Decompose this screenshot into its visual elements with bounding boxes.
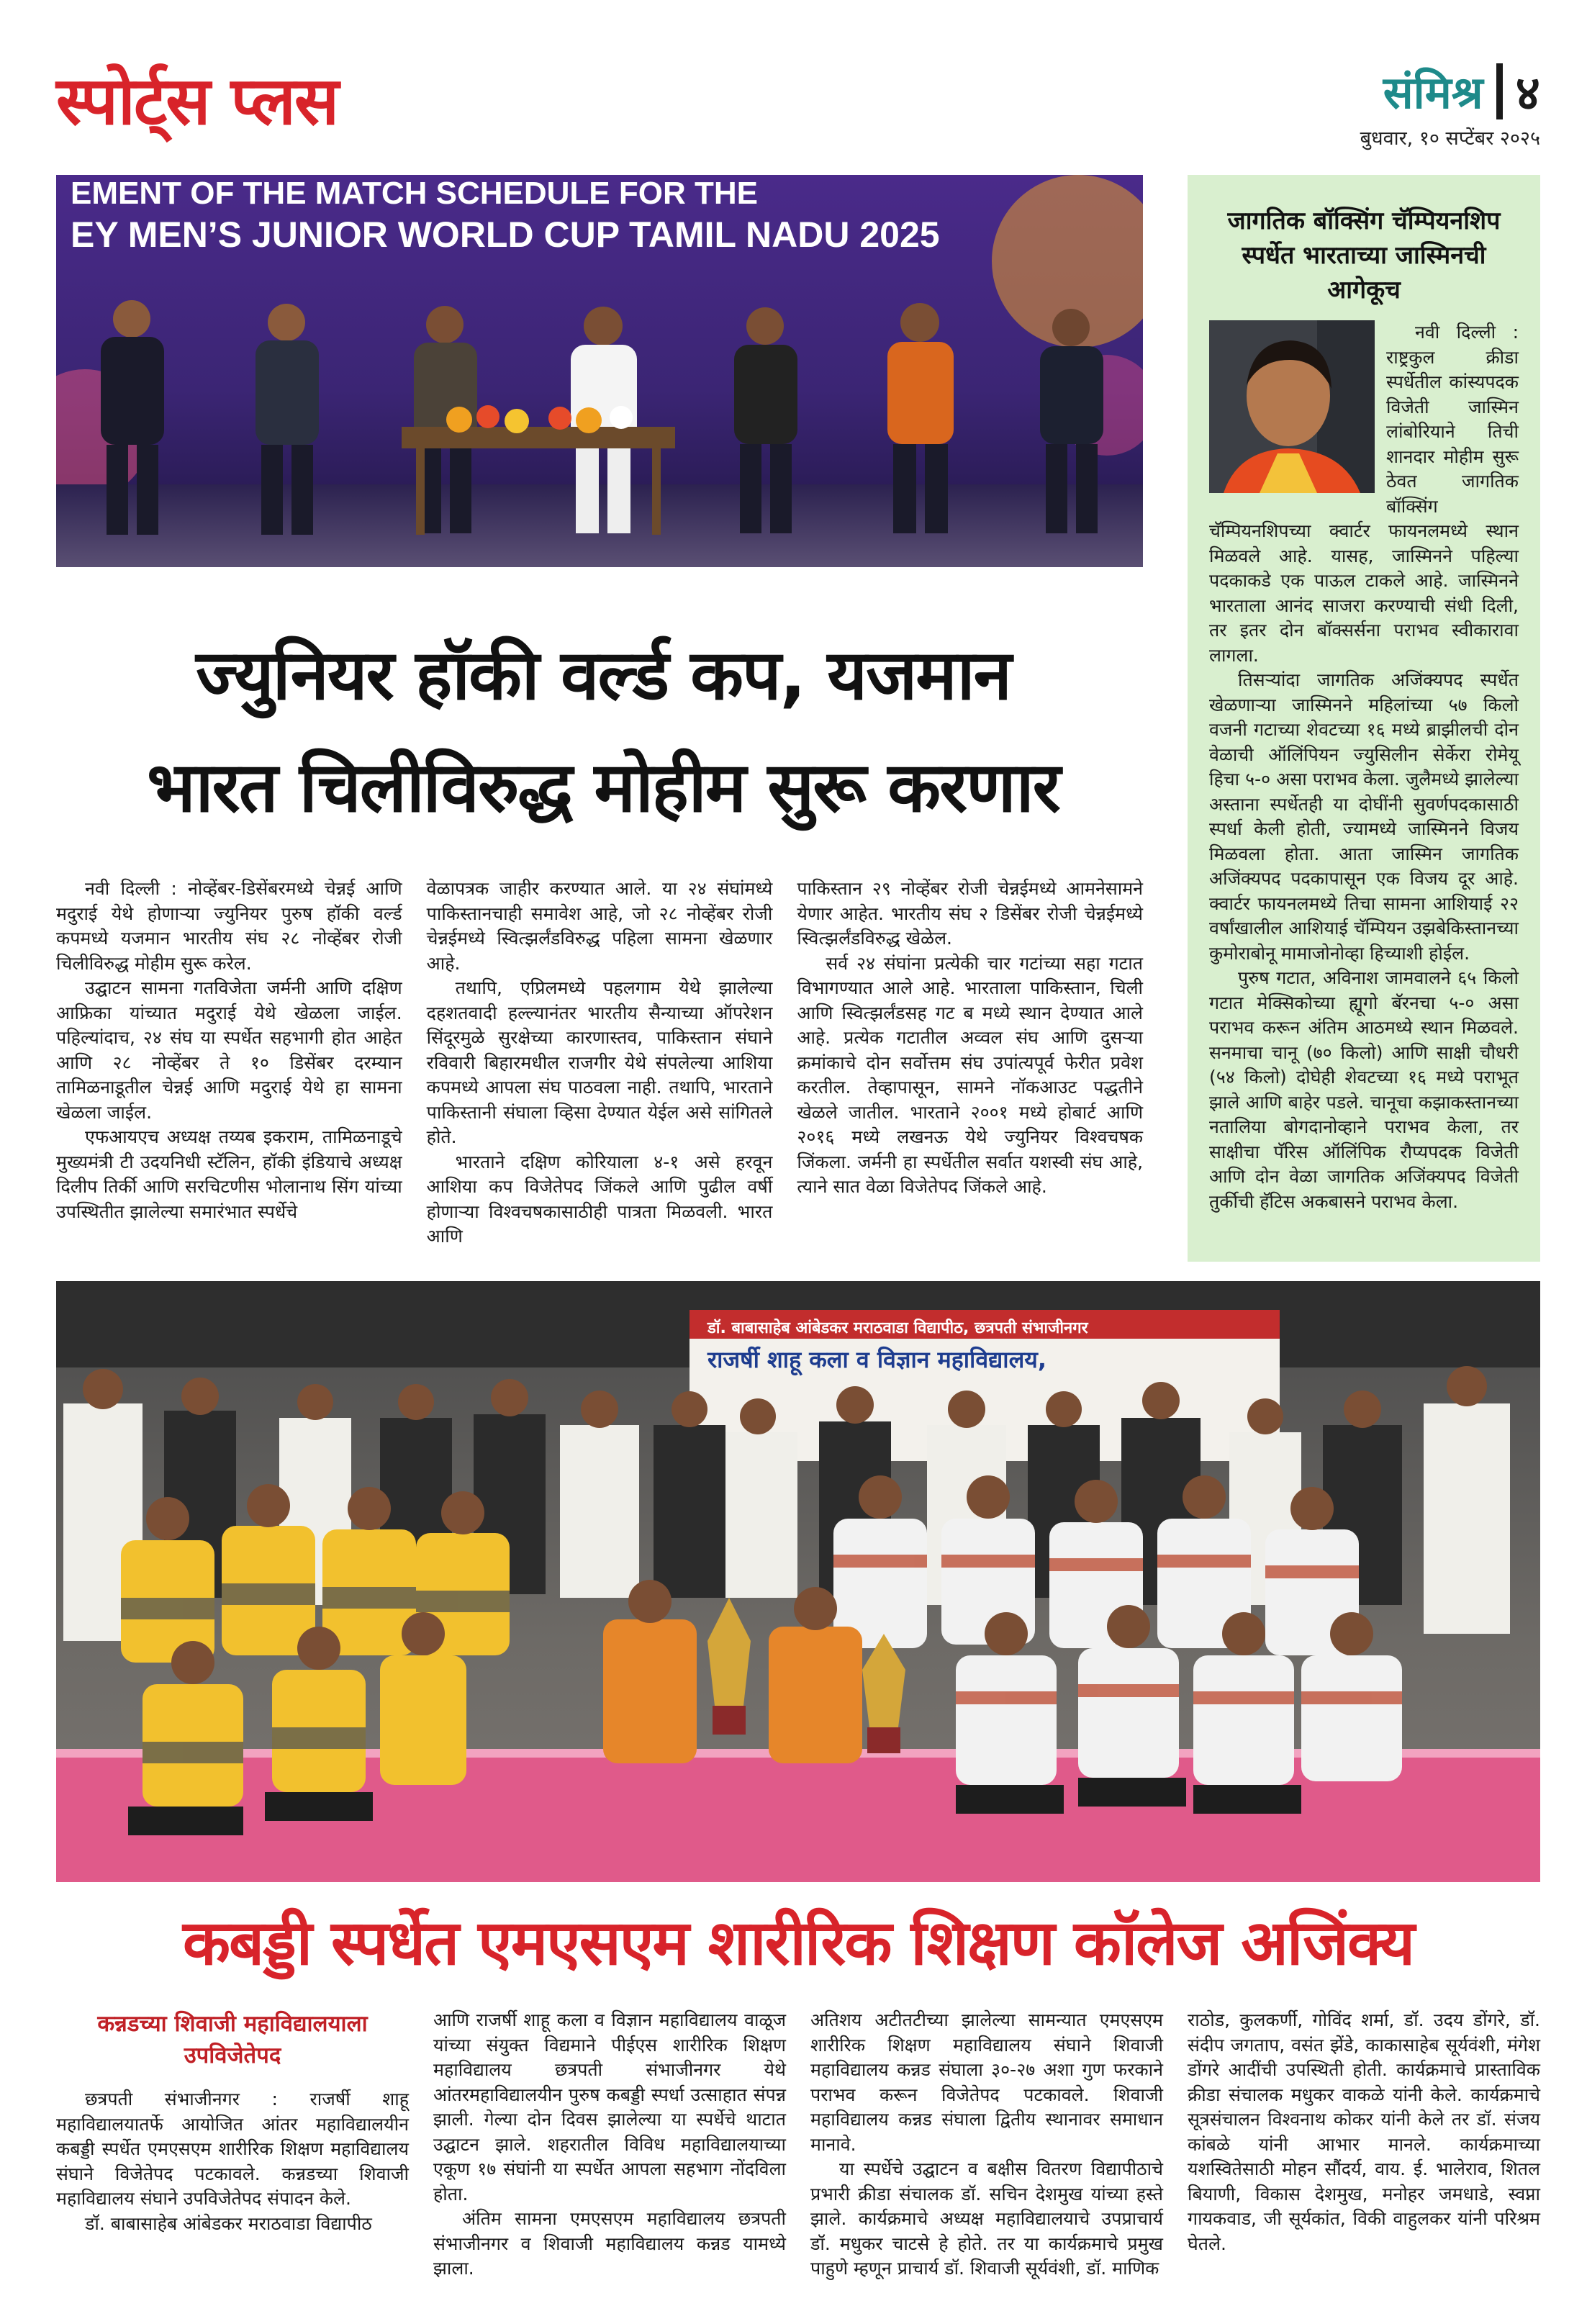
kabaddi-headline: कबड्डी स्पर्धेत एमएसएम शारीरिक शिक्षण कॉलेज अजिंक्य [183,1907,1414,1979]
section-header [1267,59,1540,124]
hockey-headline-line-2: भारत चिलीविरुद्ध मोहीम सुरू करणार [147,747,1059,828]
hockey-paragraph: पाकिस्तान २९ नोव्हेंबर रोजी चेन्नईमध्ये आमनेसामने येणार आहेत. भारतीय संघ २ डिसेंबर रोजी चेन्नईमध्ये स्वित्झर्लंडविरुद्ध खेळेल. [797,878,1144,949]
kabaddi-banner-line-1: डॉ. बाबासाहेब आंबेडकर मराठवाडा विद्यापीठ, छत्रपती संभाजीनगर [707,1319,1088,1337]
kabaddi-article [56,2008,1540,2310]
kabaddi-column-1 [56,2008,409,2310]
kabaddi-subhead: कन्नडच्या शिवाजी महाविद्यालयाला उपविजेतेपद [97,2011,368,2068]
kabaddi-column-2 [433,2008,786,2310]
banner-line-1: EMENT OF THE MATCH SCHEDULE FOR THE [71,176,758,211]
boxer-portrait [1209,320,1375,493]
kabaddi-column-3 [810,2008,1163,2310]
hockey-paragraph: वेळापत्रक जाहीर करण्यात आले. या २४ संघांमध्ये पाकिस्तानचाही समावेश आहे, जो २८ नोव्हेंबर रोजी चेन्नईमध्ये स्वित्झर्लंडविरुद्ध पहिला सामना खेळणार आहे. [426,878,773,974]
hockey-headline-line-1: ज्युनियर हॉकी वर्ल्ड कप, यजमान [196,635,1010,715]
kabaddi-paragraph: छत्रपती संभाजीनगर : राजर्षी शाहू महाविद्यालयातर्फे आयोजित आंतर महाविद्यालयीन कबड्डी स्पर्धेत एमएसएम शारीरिक शिक्षण महाविद्यालय संघाने विजेतेपद पटकावले. कन्नडच्या शिवाजी महाविद्यालय संघाने उपविजेतेपद संपादन केले. [56,2089,409,2209]
banner-line-2: EY MEN’S JUNIOR WORLD CUP TAMIL NADU 2025 [71,214,940,255]
boxing-sidebar [1188,175,1540,1262]
kabaddi-paragraph: अतिशय अटीतटीच्या झालेल्या सामन्यात एमएसएम शारीरिक शिक्षण महाविद्यालय संघाने शिवाजी महाविद्यालय कन्नड संघाला ३०-२७ अशा गुण फरकाने पराभव करून विजेतेपद पटकावले. शिवाजी महाविद्यालय कन्नड संघाला द्वितीय स्थानावर समाधान मानावे. [810,2009,1163,2155]
hockey-paragraph: सर्व २४ संघांना प्रत्येकी चार गटांच्या सहा गटात विभागण्यात आले आहे. भारताला पाकिस्तान, चिली आणि स्वित्झर्लंडसह गट ब मध्ये स्थान देण्यात आले आहे. प्रत्येक गटातील अव्वल संघ आणि दुसऱ्या क्रमांकाचे दोन सर्वोत्तम संघ उपांत्यपूर्व फेरीत प्रवेश करतील. तेव्हापासून, सामने नॉकआउट पद्धतीने खेळले जातील. भारताने २००१ मध्ये होबार्ट आणि २०१६ मध्ये लखनऊ येथे ज्युनियर विश्वचषक जिंकला. जर्मनी हा स्पर्धेतील सर्वात यशस्वी संघ आहे, त्याने सात वेळा विजेतेपद जिंकले आहे. [797,952,1144,1197]
hockey-paragraph: एफआयएच अध्यक्ष तय्यब इकराम, तामिळनाडूचे मुख्यमंत्री टी उदयनिधी स्टॅलिन, हॉकी इंडियाचे अध्यक्ष दिलीप तिर्की आणि सरचिटणीस भोलानाथ सिंग यांच्या उपस्थितीत झालेल्या समारंभात स्पर्धेचे [56,1126,402,1222]
newspaper-title: स्पोर्ट्स प्लस [56,62,338,140]
kabaddi-paragraph: राठोड, कुलकर्णी, गोविंद शर्मा, डॉ. उदय डोंगरे, डॉ. संदीप जगताप, वसंत झेंडे, काकासाहेब सूर्यवंशी, मंगेश डोंगरे आदींची उपस्थिती होती. कार्यक्रमाचे प्रास्ताविक क्रीडा संचालक मधुकर वाकळे यांनी केले. कार्यक्रमाचे सूत्रसंचालन विश्वनाथ कोकर यांनी केले तर डॉ. संजय कांबळे यांनी आभार मानले. कार्यक्रमाच्या यशस्वितेसाठी मोहन सौंदर्य, वाय. ई. भालेराव, शितल बियाणी, विकास देशमुख, मनोहर जमधाडे, स्वप्ना गायकवाड, जी सूर्यकांत, विकी वाहुलकर यांनी परिश्रम घेतले. [1188,2009,1540,2254]
boxing-paragraph: नवी दिल्ली : राष्ट्रकुल क्रीडा स्पर्धेतील कांस्यपदक विजेती जास्मिन लांबोरियाने तिची शानदार मोहीम सुरू ठेवत जागतिक बॉक्सिंग चॅम्पियनशिपच्या क्वार्टर फायनलमध्ये स्थान मिळवले आहे. यासह, जास्मिनने पहिल्या पदकाकडे एक पाऊल टाकले आहे. जास्मिनने भारताला आनंद साजरा करण्याची संधी दिली, तर इतर दोन बॉक्सर्सना पराभव स्वीकारावा लागला. [1209,322,1519,666]
hockey-column-3 [797,877,1143,1258]
hockey-paragraph: तथापि, एप्रिलमध्ये पहलगाम येथे झालेल्या दहशतवादी हल्ल्यानंतर भारतीय सैन्याच्या ऑपरेशन सिंदूरमुळे सुरक्षेच्या कारणास्तव, पाकिस्तान संघाने रविवारी बिहारमधील राजगीर येथे संपलेल्या आशिया कपमध्ये आपला संघ पाठवला नाही. तथापि, भारताने पाकिस्तानी संघाला व्हिसा देण्यात येईल असे सांगितले होते. [426,977,773,1147]
hockey-column-1 [56,877,402,1258]
boxing-paragraph: तिसऱ्यांदा जागतिक अजिंक्यपद स्पर्धेत खेळणाऱ्या जास्मिनने महिलांच्या ५७ किलो वजनी गटाच्या शेवटच्या १६ मध्ये ब्राझीलची दोन वेळाची ऑलिंपियन ज्युसिलीन सेर्केरा रोमेयू हिचा ५-० असा पराभव केला. जुलैमध्ये झालेल्या अस्ताना स्पर्धेतही या दोघींनी सुवर्णपदकासाठी स्पर्धा केली होती, ज्यामध्ये जास्मिनने विजय मिळवला होता. आता जास्मिन जागतिक अजिंक्यपद पदकापासून एक विजय दूर आहे. क्वार्टर फायनलमध्ये तिचा सामना आशियाई २२ वर्षांखालील आशियाई चॅम्पियन उझबेकिस्तानच्या कुमोराबोनू मामाजोनोव्हा हिच्याशी होईल. [1209,669,1519,964]
boxing-body [1209,320,1519,1214]
kabaddi-banner-line-2: राजर्षी शाहू कला व विज्ञान महाविद्यालय, [707,1346,1046,1373]
section-name: संमिश्र [1383,66,1483,119]
boxing-paragraph: पुरुष गटात, अविनाश जामवालने ६५ किलो गटात मेक्सिकोच्या ह्यूगो बॅरनचा ५-० असा पराभव करून अंतिम आठमध्ये स्थान मिळवले. सनमाचा चानू (७० किलो) आणि साक्षी चौधरी (५४ किलो) दोघेही शेवटच्या १६ मध्ये पराभूत झाले आणि बाहेर पडले. चानूचा कझाकस्तानच्या नतालिया बोगदानोव्हाने पराभव केला, तर साक्षीचा पॅरिस ऑलिंपिक रौप्यपदक विजेती आणि दोन वेळा जागतिक अजिंक्यपद विजेती तुर्कीची हॅटिस अकबासने पराभव केला. [1209,967,1519,1212]
boxing-headline: जागतिक बॉक्सिंग चॅम्पियनशिप स्पर्धेत भारताच्या जास्मिनची आगेकूच [1227,207,1501,304]
hockey-article [56,877,1143,1258]
hockey-headline [56,619,1150,856]
kabaddi-paragraph: अंतिम सामना एमएसएम महाविद्यालय छत्रपती संभाजीनगर व शिवाजी महाविद्यालय कन्नड यामध्ये झाला. [433,2208,786,2279]
dateline: बुधवार, १० सप्टेंबर २०२५ [1360,127,1540,150]
kabaddi-paragraph: या स्पर्धेचे उद्घाटन व बक्षीस वितरण विद्यापीठाचे प्रभारी क्रीडा संचालक डॉ. सचिन देशमुख यांच्या हस्ते झाले. कार्यक्रमाचे अध्यक्ष महाविद्यालयाचे उपप्राचार्य डॉ. मधुकर चाटसे हे होते. तर या कार्यक्रमाचे प्रमुख पाहुणे म्हणून प्राचार्य डॉ. शिवाजी सूर्यवंशी, डॉ. माणिक [810,2158,1163,2279]
kabaddi-paragraph: डॉ. बाबासाहेब आंबेडकर मराठवाडा विद्यापीठ [85,2212,372,2234]
hockey-column-2 [427,877,773,1258]
hockey-paragraph: नवी दिल्ली : नोव्हेंबर-डिसेंबरमध्ये चेन्नई आणि मदुराई येथे होणाऱ्या ज्युनियर पुरुष हॉकी वर्ल्ड कपमध्ये यजमान भारतीय संघ २८ नोव्हेंबर रोजी चिलीविरुद्ध मोहीम सुरू करेल. [56,878,402,974]
hockey-paragraph: भारताने दक्षिण कोरियाला ४-१ असे हरवून आशिया कप विजेतेपद जिंकले आणि पुढील वर्षी होणाऱ्या विश्वचषकासाठीही पात्रता मिळवली. भारत आणि [426,1151,773,1247]
page-number: ४ [1515,65,1540,121]
hockey-event-photo [56,175,1143,567]
header-divider [1496,63,1503,119]
kabaddi-column-4 [1188,2008,1540,2310]
kabaddi-paragraph: आणि राजर्षी शाहू कला व विज्ञान महाविद्यालय वाळूज यांच्या संयुक्त विद्यमाने पीईएस शारीरिक शिक्षण महाविद्यालय छत्रपती संभाजीनगर येथे आंतरमहाविद्यालयीन पुरुष कबड्डी स्पर्धा उत्साहात संपन्न झाली. गेल्या दोन दिवस झालेल्या या स्पर्धेचे थाटात उद्घाटन झाले. शहरातील विविध महाविद्यालयाच्या एकूण १७ संघांनी या स्पर्धेत आपला सहभाग नोंदविला होता. [433,2009,786,2205]
kabaddi-team-photo [56,1281,1540,1882]
hockey-paragraph: उद्घाटन सामना गतविजेता जर्मनी आणि दक्षिण आफ्रिका यांच्यात मदुराई येथे खेळला जाईल. पहिल्यांदाच, २४ संघ या स्पर्धेत सहभागी होत आहेत आणि २८ नोव्हेंबर ते १० डिसेंबर दरम्यान तामिळनाडूतील चेन्नई आणि मदुराई येथे हा सामना खेळला जाईल. [56,977,402,1123]
